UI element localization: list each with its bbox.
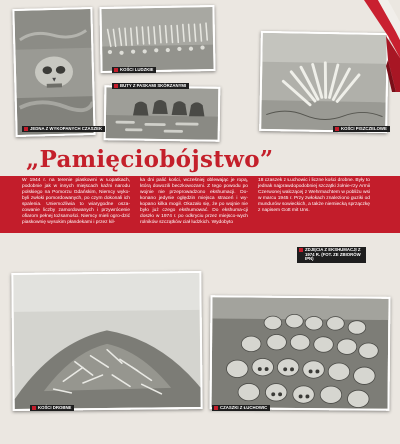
photo-boots [104, 85, 221, 142]
red-white-ribbon [358, 0, 400, 100]
page-title: „Pamięciobójstwo” [26, 146, 274, 173]
caption-drobne: KOŚCI DROBNE [30, 405, 74, 411]
body-column-3: 18 czaszek z Łuchowic i liczne kości drobne. Były to jednak najprawdopodobniej szczątki żołnie-rzy Armii Czerwonej walczącej z Wehrmachtem w pobliżu wsi w marcu 1945 r. Przy zwłokach znaleziono guziki od mundurów sowieckich, a także niemiecką sprzączkę z napisem Gott mit Uns. [258, 178, 370, 214]
caption-piszczelowe: KOŚCI PISZCZELOWE [333, 126, 390, 132]
caption-czaszki: CZASZKI Z ŁUCHOWIC [212, 405, 270, 411]
caption-buty: BUTY Z PASKAMI SKÓRZANYMI [112, 83, 189, 89]
caption-zdjecia: ZDJĘCIA Z EKSHUMACJI Z 1974 R. (FOT. ZE ZBIORÓW IPN) [297, 247, 366, 263]
caption-jedna: JEDNA Z WYKOPANYCH CZASZEK [22, 126, 105, 132]
photo-skulls [210, 295, 391, 411]
photo-skull-single [12, 7, 95, 137]
photo-rows-of-bones [99, 5, 215, 73]
body-column-2: ka dni palić kości, wcześniej oblewając je ropą, którą dowozili beczkowozami. Z tego powodu po wojnie nie przeprowadzono ekshumacji. Do-konano jedynie oględzin miejsca straceń i wy-kopano kilka mogił. Okazało się, że po wojnie nie było już czego ekshumować. Do ekshuma-cji doszło w 1974 r. po odkryciu przez miejsco-wych rolników szczątków ciał ludzkich. Wydobyto [140, 178, 248, 226]
body-column-1: W 1944 r. na terenie piaskowni w Łopatkach, podobnie jak w innych miejscach kaźni narodu polskiego na Pomorzu Gdańskim, Niemcy wyko-byli zwłoki pomordowanych, po czym dokonali ich spalenia. Uniemożliwia to wiarygodne osza-cowanie liczby zamordowanych i przywrócenie ofiarom pełnej tożsamości. Niemcy mieli ogro-dzić piaskownię wysokim płandekami i przez kil- [22, 178, 130, 226]
text-band [0, 176, 400, 233]
photo-small-bones [11, 271, 202, 411]
caption-kosci-ludzkie: KOŚCI LUDZKIE [112, 67, 156, 73]
